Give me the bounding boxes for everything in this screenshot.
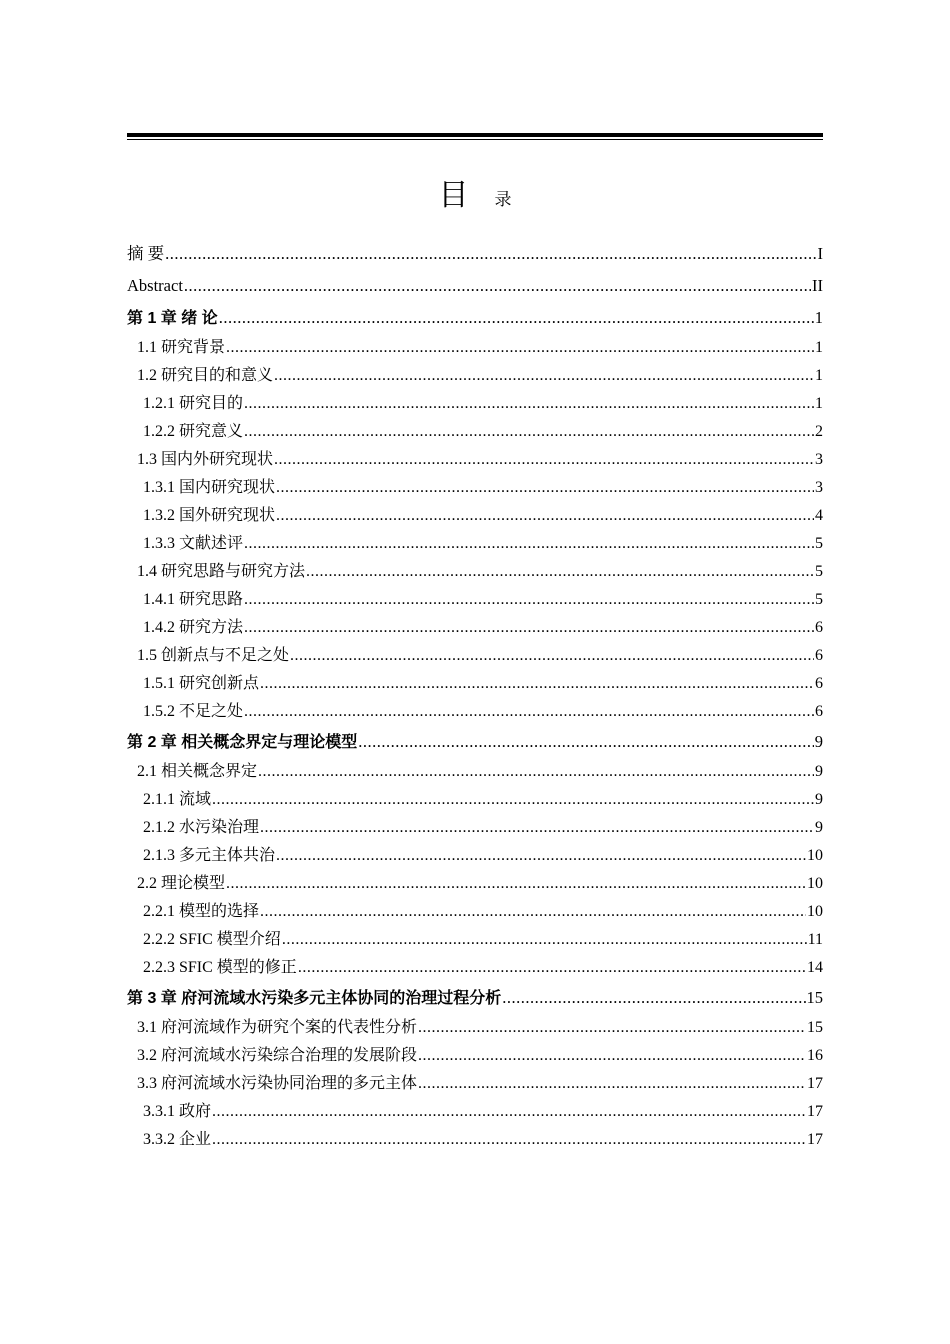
toc-entry[interactable] <box>127 238 823 270</box>
toc-leader-dots <box>276 474 814 502</box>
toc-entry[interactable] <box>127 1126 823 1154</box>
toc-entry[interactable] <box>127 614 823 642</box>
toc-leader-dots <box>226 870 806 898</box>
toc-entry-page: 1 <box>815 367 823 384</box>
toc-entry[interactable] <box>127 390 823 418</box>
toc-leader-dots <box>298 954 806 982</box>
toc-entry-page: 9 <box>815 819 823 836</box>
page-title <box>0 170 950 214</box>
toc-entry-label: 2.1.2 水污染治理 <box>143 819 260 836</box>
toc-entry[interactable] <box>127 1098 823 1126</box>
toc-entry[interactable] <box>127 1014 823 1042</box>
toc-entry-label: 1.3.2 国外研究现状 <box>143 507 276 524</box>
header-rule-thick <box>127 133 823 137</box>
toc-entry-page: 6 <box>815 675 823 692</box>
toc-leader-dots <box>274 446 814 474</box>
toc-leader-dots <box>184 270 811 302</box>
toc-entry-page: 14 <box>807 959 823 976</box>
toc-entry-label: 1.3.3 文献述评 <box>143 535 244 552</box>
toc-leader-dots <box>276 842 806 870</box>
toc-leader-dots <box>282 926 807 954</box>
toc-entry-page: 2 <box>815 423 823 440</box>
toc-entry[interactable] <box>127 842 823 870</box>
toc-entry-label: 1.4.1 研究思路 <box>143 591 244 608</box>
toc-leader-dots <box>226 334 814 362</box>
toc-entry-page: 9 <box>814 732 823 751</box>
toc-entry[interactable] <box>127 270 823 302</box>
toc-entry-page: 5 <box>815 591 823 608</box>
toc-entry-label: 3.3.1 政府 <box>143 1103 212 1120</box>
toc-entry-page: 6 <box>815 647 823 664</box>
toc-entry-page: 6 <box>815 619 823 636</box>
toc-entry-label: 2.1.1 流域 <box>143 791 212 808</box>
toc-entry-page: 17 <box>807 1075 823 1092</box>
toc-leader-dots <box>260 898 806 926</box>
toc-leader-dots <box>306 558 814 586</box>
toc-entry-label: Abstract <box>127 276 183 295</box>
toc-entry-label: 1.3.1 国内研究现状 <box>143 479 276 496</box>
toc-leader-dots <box>418 1014 806 1042</box>
toc-entry-page: 15 <box>807 1019 823 1036</box>
toc-entry-page: 17 <box>807 1103 823 1120</box>
toc-entry[interactable] <box>127 642 823 670</box>
toc-entry[interactable] <box>127 726 823 758</box>
toc-entry-label: 1.5.2 不足之处 <box>143 703 244 720</box>
toc-entry-label: 第 2 章 相关概念界定与理论模型 <box>127 734 358 751</box>
toc-entry[interactable] <box>127 474 823 502</box>
toc-leader-dots <box>244 614 814 642</box>
toc-entry-page: II <box>812 276 823 295</box>
toc-entry[interactable] <box>127 586 823 614</box>
toc-entry-label: 1.5.1 研究创新点 <box>143 675 260 692</box>
toc-entry-label: 第 1 章 绪 论 <box>127 310 218 327</box>
toc-entry-label: 3.1 府河流域作为研究个案的代表性分析 <box>137 1019 418 1036</box>
toc-leader-dots <box>260 670 814 698</box>
toc-entry[interactable] <box>127 758 823 786</box>
toc-entry-page: 15 <box>806 988 823 1007</box>
toc-entry-label: 2.2 理论模型 <box>137 875 226 892</box>
toc-leader-dots <box>212 1098 806 1126</box>
toc-entry[interactable] <box>127 362 823 390</box>
toc-entry-label: 1.2.1 研究目的 <box>143 395 244 412</box>
toc-entry-label: 1.2 研究目的和意义 <box>137 367 274 384</box>
toc-entry-page: 10 <box>807 903 823 920</box>
toc-entry-page: 16 <box>807 1047 823 1064</box>
toc-entry-label: 3.2 府河流域水污染综合治理的发展阶段 <box>137 1047 418 1064</box>
toc-entry[interactable] <box>127 446 823 474</box>
toc-leader-dots <box>260 814 814 842</box>
toc-leader-dots <box>290 642 814 670</box>
toc-entry-page: 10 <box>807 847 823 864</box>
toc-entry[interactable] <box>127 334 823 362</box>
toc-entry-page: 17 <box>807 1131 823 1148</box>
toc-entry-page: 10 <box>807 875 823 892</box>
toc-entry-label: 2.2.1 模型的选择 <box>143 903 260 920</box>
toc-entry-label: 1.4 研究思路与研究方法 <box>137 563 306 580</box>
toc-leader-dots <box>219 302 814 334</box>
toc-entry[interactable] <box>127 302 823 334</box>
header-rule-thin <box>127 139 823 140</box>
toc-leader-dots <box>418 1070 806 1098</box>
toc-entry-page: 1 <box>815 395 823 412</box>
toc-leader-dots <box>418 1042 806 1070</box>
toc-entry-page: 5 <box>815 535 823 552</box>
toc-entry[interactable] <box>127 898 823 926</box>
toc-entry-label: 2.1.3 多元主体共治 <box>143 847 276 864</box>
toc-leader-dots <box>502 982 805 1014</box>
toc-entry-label: 摘 要 <box>127 244 165 263</box>
toc-entry[interactable] <box>127 870 823 898</box>
toc-entry-page: 3 <box>815 451 823 468</box>
toc-leader-dots <box>274 362 814 390</box>
toc-leader-dots <box>276 502 814 530</box>
toc-leader-dots <box>358 726 814 758</box>
toc-leader-dots <box>244 698 814 726</box>
toc-entry-label: 1.4.2 研究方法 <box>143 619 244 636</box>
toc-entry[interactable] <box>127 418 823 446</box>
toc-entry-label: 3.3.2 企业 <box>143 1131 212 1148</box>
toc-entry[interactable] <box>127 786 823 814</box>
toc-leader-dots <box>212 1126 806 1154</box>
toc-entry-label: 1.3 国内外研究现状 <box>137 451 274 468</box>
toc-entry[interactable] <box>127 926 823 954</box>
toc-entry-page: 9 <box>815 791 823 808</box>
toc-leader-dots <box>165 238 816 270</box>
toc-entry[interactable] <box>127 698 823 726</box>
toc-entry-label: 1.5 创新点与不足之处 <box>137 647 290 664</box>
toc-entry-label: 第 3 章 府河流域水污染多元主体协同的治理过程分析 <box>127 990 502 1007</box>
toc-entry[interactable] <box>127 558 823 586</box>
toc-leader-dots <box>244 530 814 558</box>
toc-entry[interactable] <box>127 982 823 1014</box>
toc-entry-label: 2.2.2 SFIC 模型介绍 <box>143 931 281 948</box>
toc-entry[interactable] <box>127 670 823 698</box>
toc-entry-page: 1 <box>815 339 823 356</box>
toc-entry[interactable] <box>127 530 823 558</box>
toc-entry-page: 4 <box>815 507 823 524</box>
toc-leader-dots <box>258 758 814 786</box>
toc-entry-page: 9 <box>815 763 823 780</box>
toc-entry[interactable] <box>127 502 823 530</box>
toc-entry[interactable] <box>127 954 823 982</box>
toc-entry-page: 6 <box>815 703 823 720</box>
toc-leader-dots <box>244 390 814 418</box>
toc-entry[interactable] <box>127 1070 823 1098</box>
toc-entry-label: 2.1 相关概念界定 <box>137 763 258 780</box>
toc-entry-label: 1.2.2 研究意义 <box>143 423 244 440</box>
toc-entry-label: 1.1 研究背景 <box>137 339 226 356</box>
title-main: 目 <box>438 178 469 213</box>
toc-leader-dots <box>244 586 814 614</box>
toc-entry-label: 3.3 府河流域水污染协同治理的多元主体 <box>137 1075 418 1092</box>
toc-entry[interactable] <box>127 814 823 842</box>
title-sub: 录 <box>494 190 512 210</box>
toc-entry-page: I <box>817 244 823 263</box>
toc-entry-label: 2.2.3 SFIC 模型的修正 <box>143 959 297 976</box>
table-of-contents <box>127 238 823 1154</box>
toc-entry-page: 1 <box>814 308 823 327</box>
toc-entry-page: 11 <box>807 931 823 948</box>
toc-entry[interactable] <box>127 1042 823 1070</box>
toc-entry-page: 5 <box>815 563 823 580</box>
toc-entry-page: 3 <box>815 479 823 496</box>
toc-leader-dots <box>212 786 814 814</box>
toc-leader-dots <box>244 418 814 446</box>
